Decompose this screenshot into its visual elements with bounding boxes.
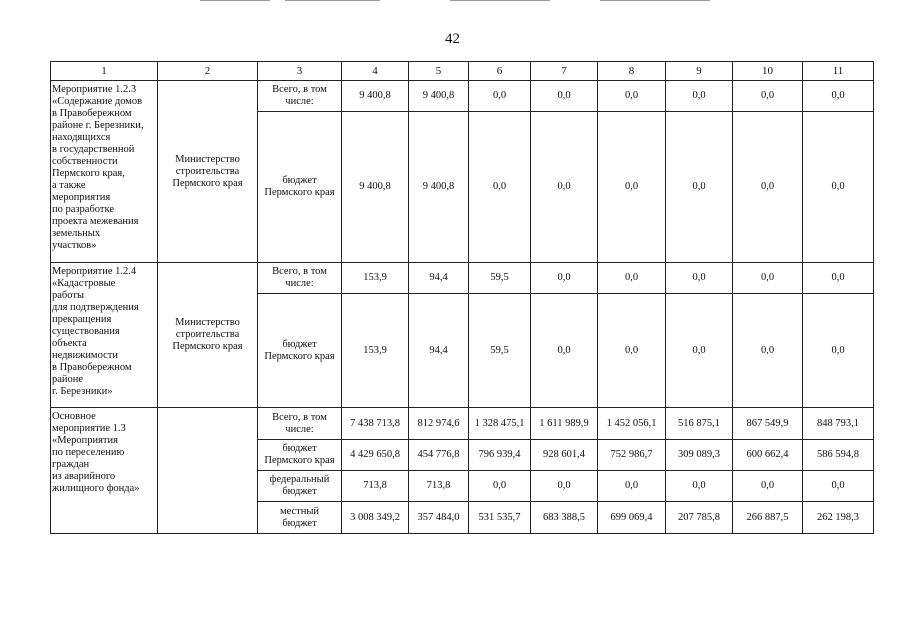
funding-source-cell: Всего, в том числе: [258,263,342,294]
column-header: 11 [803,62,874,81]
value-cell: 752 986,7 [598,440,666,471]
funding-source-cell: бюджет Пермского края [258,112,342,263]
value-cell: 309 089,3 [666,440,733,471]
measure-name-cell: Мероприятие 1.2.3 «Содержание домов в Правобережном районе г. Березники, находящихся в государственной собственности Пермского края, а также мероприятия по разработке проекта межевания земельных участков» [51,81,158,263]
value-cell: 7 438 713,8 [342,408,409,440]
value-cell: 0,0 [803,112,874,263]
value-cell: 94,4 [409,294,469,408]
top-edge-line-4 [600,0,710,1]
value-cell: 0,0 [531,112,598,263]
column-header: 2 [158,62,258,81]
value-cell: 9 400,8 [409,112,469,263]
value-cell: 0,0 [598,471,666,502]
funding-source-cell: местный бюджет [258,502,342,534]
value-cell: 0,0 [733,471,803,502]
value-cell: 0,0 [803,81,874,112]
value-cell: 0,0 [598,81,666,112]
funding-source-cell: Всего, в том числе: [258,81,342,112]
executor-cell [158,408,258,534]
value-cell: 454 776,8 [409,440,469,471]
value-cell: 586 594,8 [803,440,874,471]
value-cell: 1 328 475,1 [469,408,531,440]
executor-cell: Министерство строительства Пермского края [158,263,258,408]
executor-cell: Министерство строительства Пермского края [158,81,258,263]
column-header: 6 [469,62,531,81]
funding-source-cell: бюджет Пермского края [258,440,342,471]
value-cell: 683 388,5 [531,502,598,534]
value-cell: 0,0 [531,471,598,502]
value-cell: 9 400,8 [342,81,409,112]
value-cell: 0,0 [666,112,733,263]
value-cell: 0,0 [733,112,803,263]
value-cell: 266 887,5 [733,502,803,534]
value-cell: 153,9 [342,294,409,408]
value-cell: 0,0 [598,112,666,263]
value-cell: 531 535,7 [469,502,531,534]
column-header: 9 [666,62,733,81]
value-cell: 0,0 [803,294,874,408]
value-cell: 0,0 [803,471,874,502]
value-cell: 0,0 [666,81,733,112]
value-cell: 0,0 [666,263,733,294]
page-number: 42 [445,31,460,47]
value-cell: 699 069,4 [598,502,666,534]
funding-source-cell: бюджет Пермского края [258,294,342,408]
column-header: 3 [258,62,342,81]
table-row [51,263,874,294]
value-cell: 0,0 [469,112,531,263]
measure-name-cell: Основное мероприятие 1.3 «Мероприятия по переселению граждан из аварийного жилищного фонда» [51,408,158,534]
column-header: 5 [409,62,469,81]
value-cell: 713,8 [342,471,409,502]
top-edge-line-2 [285,0,380,1]
value-cell: 0,0 [531,81,598,112]
budget-table [50,61,874,534]
value-cell: 0,0 [598,263,666,294]
value-cell: 812 974,6 [409,408,469,440]
column-header: 7 [531,62,598,81]
top-edge-line-3 [450,0,550,1]
measure-name-cell: Мероприятие 1.2.4 «Кадастровые работы для подтверждения прекращения существования объекта недвижимости в Правобережном районе г. Березники» [51,263,158,408]
value-cell: 0,0 [803,263,874,294]
value-cell: 59,5 [469,263,531,294]
value-cell: 153,9 [342,263,409,294]
value-cell: 928 601,4 [531,440,598,471]
value-cell: 59,5 [469,294,531,408]
column-header: 8 [598,62,666,81]
value-cell: 0,0 [733,81,803,112]
value-cell: 0,0 [733,294,803,408]
value-cell: 0,0 [733,263,803,294]
column-number-row [51,62,874,81]
value-cell: 796 939,4 [469,440,531,471]
value-cell: 0,0 [531,294,598,408]
value-cell: 9 400,8 [409,81,469,112]
value-cell: 0,0 [666,294,733,408]
value-cell: 867 549,9 [733,408,803,440]
value-cell: 1 611 989,9 [531,408,598,440]
value-cell: 3 008 349,2 [342,502,409,534]
value-cell: 0,0 [531,263,598,294]
value-cell: 207 785,8 [666,502,733,534]
column-header: 4 [342,62,409,81]
value-cell: 4 429 650,8 [342,440,409,471]
column-header: 1 [51,62,158,81]
value-cell: 0,0 [666,471,733,502]
column-header: 10 [733,62,803,81]
table-row [51,81,874,112]
funding-source-cell: федеральный бюджет [258,471,342,502]
value-cell: 94,4 [409,263,469,294]
value-cell: 848 793,1 [803,408,874,440]
value-cell: 600 662,4 [733,440,803,471]
value-cell: 0,0 [598,294,666,408]
funding-source-cell: Всего, в том числе: [258,408,342,440]
value-cell: 262 198,3 [803,502,874,534]
value-cell: 713,8 [409,471,469,502]
top-edge-line-1 [200,0,270,1]
table-row [51,408,874,440]
value-cell: 516 875,1 [666,408,733,440]
value-cell: 0,0 [469,471,531,502]
value-cell: 0,0 [469,81,531,112]
value-cell: 1 452 056,1 [598,408,666,440]
value-cell: 357 484,0 [409,502,469,534]
value-cell: 9 400,8 [342,112,409,263]
